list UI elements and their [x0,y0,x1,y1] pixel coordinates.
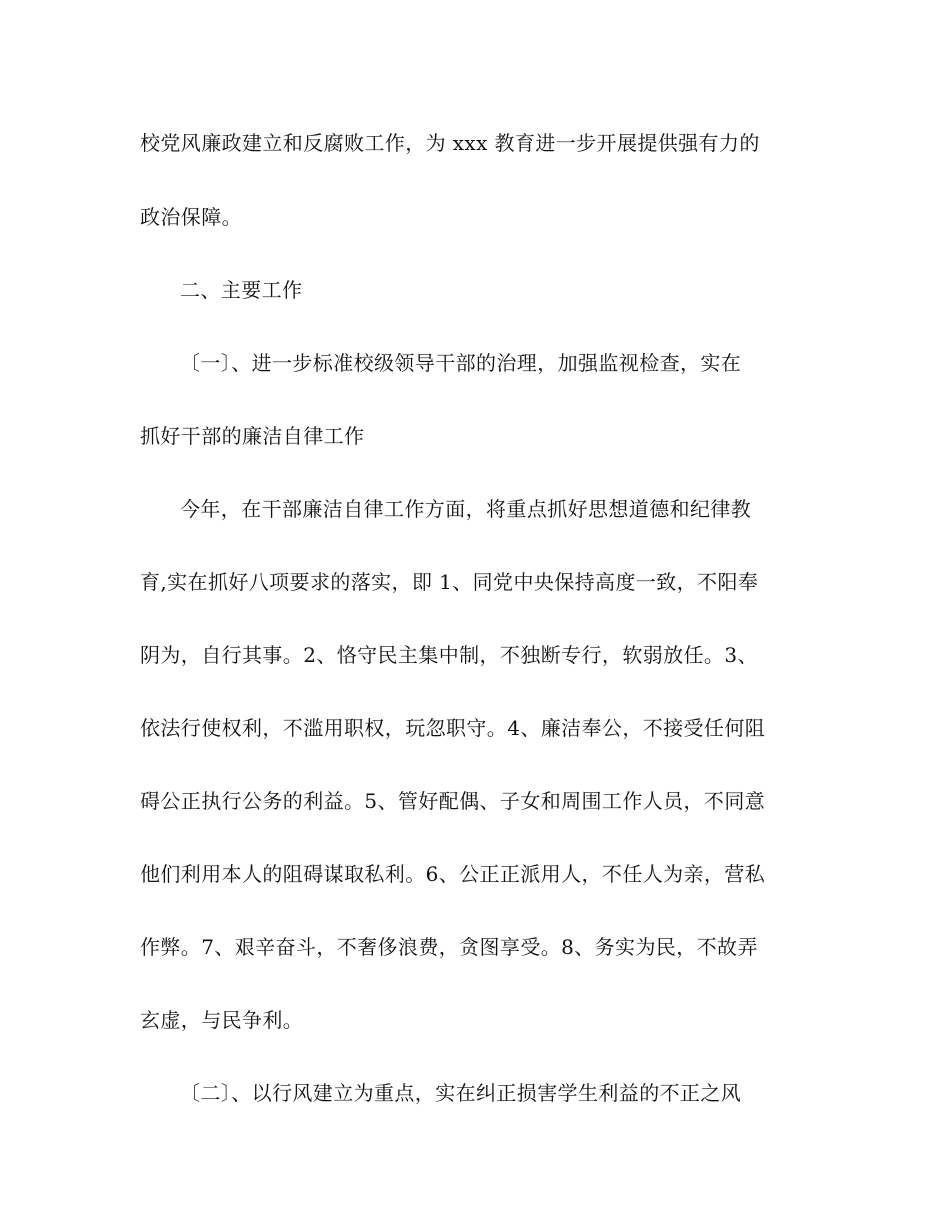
section-heading: 二、主要工作 [180,278,303,302]
text-line: 育,实在抓好八项要求的落实，即 1、同党中央保持高度一致，不阳奉 [140,570,759,594]
text-line: 政治保障。 [140,205,242,229]
text-line: 今年，在干部廉洁自律工作方面，将重点抓好思想道德和纪律教 [180,497,752,521]
text-line: 他们利用本人的阻碍谋取私利。6、公正正派用人，不任人为亲，营私 [140,862,766,886]
text-line: 阴为，自行其事。2、恪守民主集中制，不独断专行，软弱放任。3、 [140,643,758,667]
subsection-heading: 〔二〕、以行风建立为重点，实在纠正损害学生利益的不正之风 [180,1081,742,1105]
text-line: 校党风廉政建立和反腐败工作，为 xxx 教育进一步开展提供强有力的 [140,131,760,155]
text-line: 玄虚，与民争利。 [140,1008,304,1032]
subsection-heading-continued: 抓好干部的廉洁自律工作 [140,424,365,448]
text-line: 作弊。7、艰辛奋斗，不奢侈浪费，贪图享受。8、务实为民，不故弄 [140,935,758,959]
text-line: 碍公正执行公务的利益。5、管好配偶、子女和周围工作人员，不同意 [140,789,766,813]
text-line: 依法行使权利，不滥用职权，玩忽职守。4、廉洁奉公，不接受任何阻 [140,716,766,740]
subsection-heading: 〔一〕、进一步标准校级领导干部的治理，加强监视检查，实在 [180,351,742,375]
